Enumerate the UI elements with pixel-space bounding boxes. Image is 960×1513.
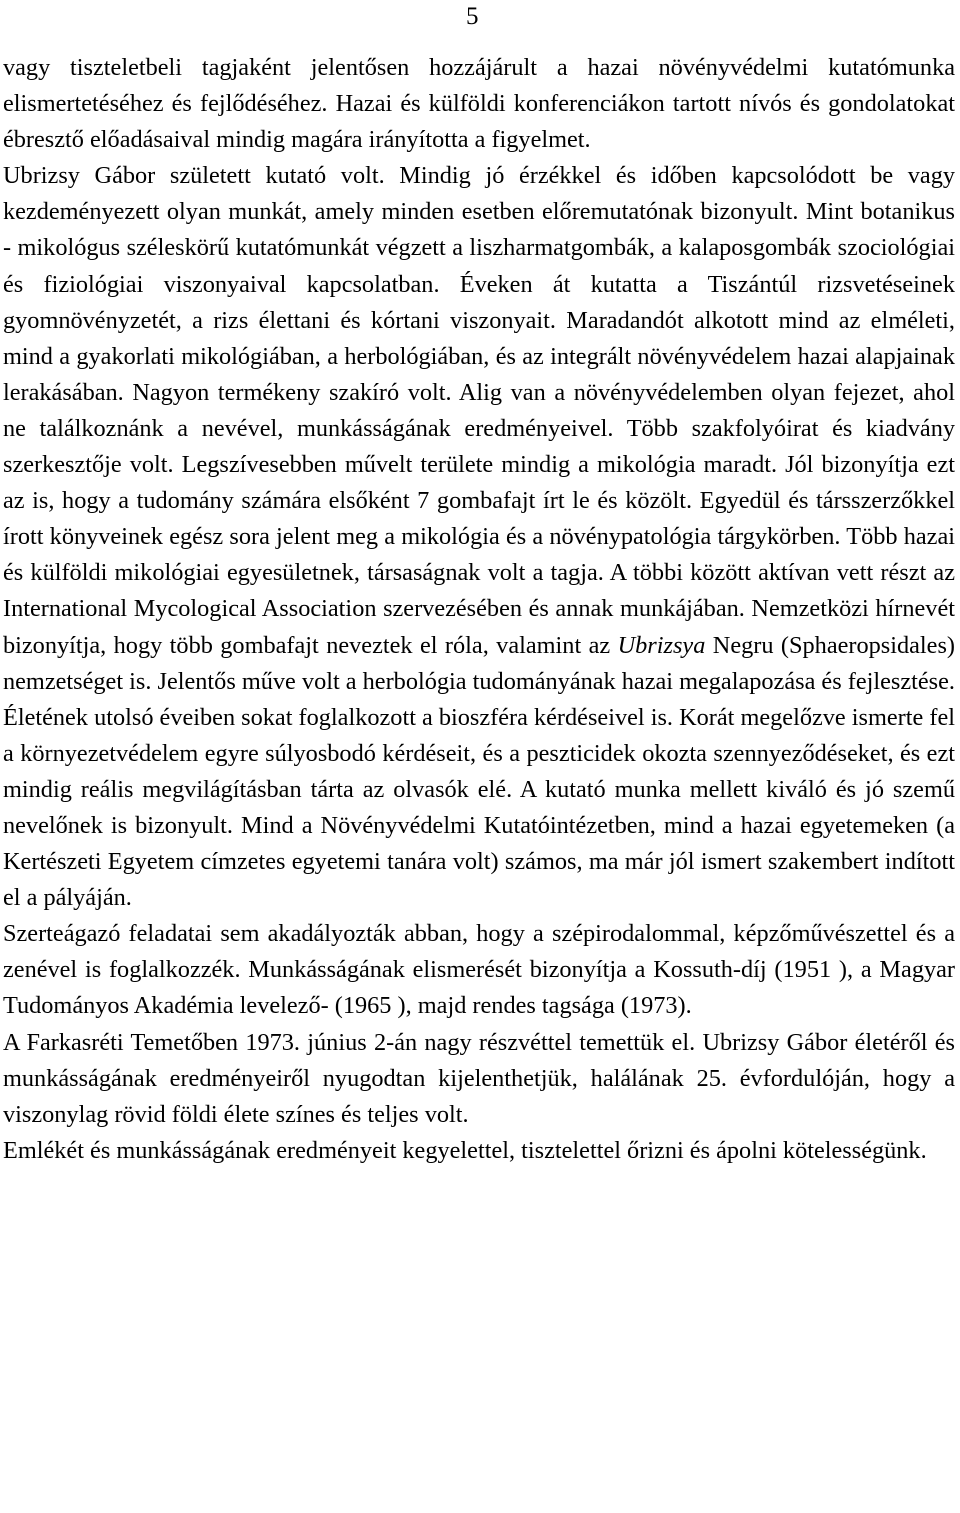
genus-name-italic: Ubrizsya <box>617 631 706 659</box>
paragraph-text: vagy tiszteletbeli tagjaként jelentősen hozzájárult a hazai növényvédelmi kutatómunka elismertetéséhez és fejlődéséhez. Hazai és külföldi konferenciákon tartott nívós és gondolatokat ébresztő előadásaival mindig magára irányította a figyelmet. <box>3 54 955 154</box>
paragraph-burial <box>3 1025 955 1133</box>
page-number: 5 <box>466 3 479 30</box>
paragraph-arts-and-honours <box>3 916 955 1024</box>
paragraph-text: A Farkasréti Temetőben 1973. június 2-án nagy részvéttel temettük el. Ubrizsy Gábor életéről és munkásságának eredményeiről nyugodtan kijelenthetjük, halálának 25. évfordulóján, hogy a viszonylag rövid földi élete színes és teljes volt. <box>3 1028 955 1128</box>
paragraph-closing <box>3 1133 955 1169</box>
paragraph-intro-continuation <box>3 50 955 158</box>
body-text <box>3 50 955 1169</box>
paragraph-research-career <box>3 158 955 916</box>
paragraph-text: Ubrizsy Gábor született kutató volt. Mindig jó érzékkel és időben kapcsolódott be vagy kezdeményezett olyan munkát, amely minden esetben előremutatónak bizonyult. Mint botanikus - mikológus széleskörű kutatómunkát végzett a liszharmatgombák, a kalaposgombák szociológiai és fiziológiai viszonyaival kapcsolatban. Éveken át kutatta a Tiszántúl rizsvetéseinek gyomnövényzetét, a rizs élettani és kórtani viszonyait. Maradandót alkotott mind az elméleti, mind a gyakorlati mikológiában, a herbológiában, és az integrált növényvédelem hazai alapjainak lerakásában. Nagyon termékeny szakíró volt. Alig van a növényvédelemben olyan fejezet, ahol ne találkoznánk a nevével, munkásságának eredményeivel. Több szakfolyóirat és kiadvány szerkesztője volt. Legszívesebben művelt területe mindig a mikológia maradt. Jól bizonyítja ezt az is, hogy a tudomány számára elsőként 7 gombafajt írt le és közölt. Egyedül és társszerzőkkel írott könyveinek egész sora jelent meg a mikológia és a növénypatológia tárgykörben. Több hazai és külföldi mikológiai egyesületnek, társaságnak volt a tagja. A többi között aktívan vett részt az International Mycological Association szervezésében és annak munkájában. Nemzetközi hírnevét bizonyítja, hogy több gombafajt neveztek el róla, valamint az <box>3 162 955 659</box>
paragraph-text: Negru (Sphaeropsidales) nemzetséget is. Jelentős műve volt a herbológia tudományának hazai megalapozása és fejlesztése. Életének utolsó éveiben sokat foglalkozott a bioszféra kérdéseivel is. Korát megelőzve ismerte fel a környezetvédelem egyre súlyosbodó kérdéseit, és a peszticidek okozta szennyeződéseket, és ezt mindig reális megvilágításban tárta az olvasók elé. A kutató munka mellett kiváló és jó szemű nevelőnek is bizonyult. Mind a Növényvédelmi Kutatóintézetben, mind a hazai egyetemeken (a Kertészeti Egyetem címzetes egyetemi tanára volt) számos, ma már jól ismert szakembert indított el a pályáján. <box>3 631 955 912</box>
paragraph-text: Szerteágazó feladatai sem akadályozták abban, hogy a szépirodalommal, képzőművészettel és a zenével is foglalkozzék. Munkásságának elismerését bizonyítja a Kossuth-díj (1951 ), a Magyar Tudományos Akadémia levelező- (1965 ), majd rendes tagsága (1973). <box>3 920 955 1020</box>
paragraph-text: Emlékét és munkásságának eredményeit kegyelettel, tisztelettel őrizni és ápolni kötelességünk. <box>3 1136 927 1164</box>
